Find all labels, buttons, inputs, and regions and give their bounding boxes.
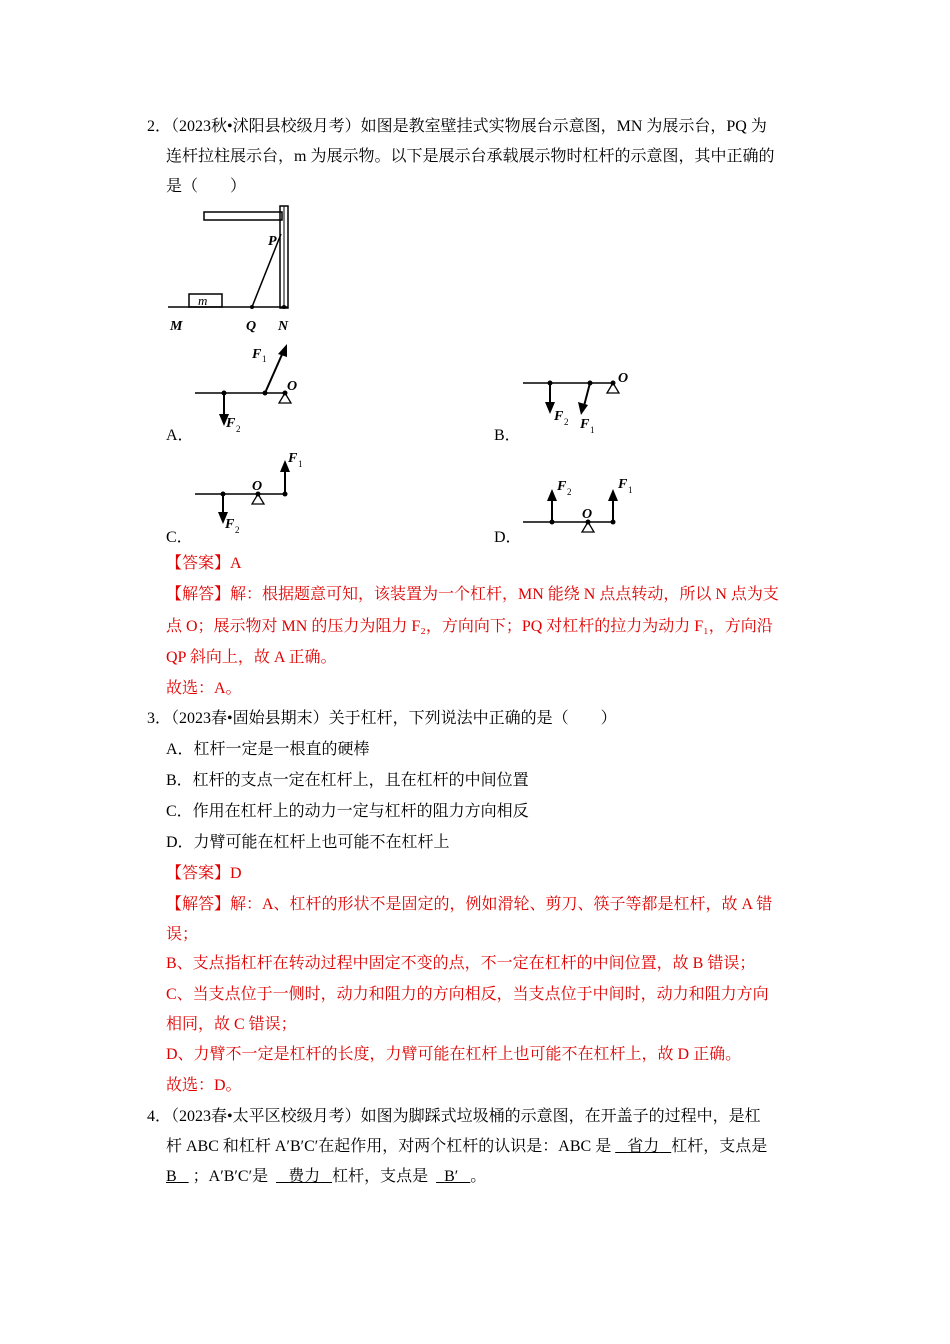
q2-display-stand-figure <box>160 200 310 340</box>
q3-analysis-line-2: 误； <box>166 926 199 943</box>
q4-blank-4 <box>436 1168 470 1185</box>
q4-line2-pre: 杆 ABC 和杠杆 A′B′C′在起作用，对两个杠杆的认识是：ABC 是 <box>166 1138 612 1155</box>
a-f2-sub: 2 <box>236 424 241 434</box>
b-f2-sub: 2 <box>564 417 569 427</box>
q2-stem-line-3: 是（ ） <box>166 178 247 195</box>
q4-line3-b: 杠杆，支点是 <box>332 1168 429 1185</box>
b-o-label: O <box>618 371 629 386</box>
q4-line3-a: ；A′B′C′是 <box>192 1168 269 1185</box>
q2-stem-line-2: 连杆拉柱展示台，m 为展示物。以下是展示台承载展示物时杠杆的示意图，其中正确的 <box>166 148 775 165</box>
option-d-label: D． <box>494 529 522 546</box>
label-P: P <box>268 234 277 249</box>
option-c-label: C． <box>166 529 193 546</box>
option-a-label: A． <box>166 427 194 444</box>
d-f1-label: F <box>618 477 628 492</box>
label-Q: Q <box>246 319 257 334</box>
b-f2-label: F <box>554 409 564 424</box>
q2-analysis-line-1: 【解答】解：根据题意可知，该装置为一个杠杆，MN 能绕 N 点点转动，所以 N 点为支 <box>166 586 779 603</box>
d-f2-label: F <box>557 479 567 494</box>
q4-stem-line-1: 4．（2023春•太平区校级月考）如图为脚踩式垃圾桶的示意图，在开盖子的过程中，是杠 <box>147 1108 761 1125</box>
q2-analysis-line-3: QP 斜向上，故 A 正确。 <box>166 649 337 666</box>
q4-blank-3 <box>276 1168 332 1185</box>
label-M: M <box>170 319 183 334</box>
q3-analysis-line-5: 相同，故 C 错误； <box>166 1016 297 1033</box>
c-f1-sub: 1 <box>298 459 303 469</box>
q2-answer: 【答案】A <box>166 555 242 572</box>
q4-line2-post: 杠杆，支点是 <box>671 1138 768 1155</box>
d-o-label: O <box>582 507 593 522</box>
c-o-label: O <box>252 479 263 494</box>
label-m: m <box>198 293 208 308</box>
q3-option-c: C．作用在杠杆上的动力一定与杠杆的阻力方向相反 <box>166 803 529 820</box>
option-b-diagram <box>518 366 648 440</box>
label-N: N <box>278 319 289 334</box>
option-c-diagram <box>190 444 320 540</box>
q3-analysis-line-6: D、力臂不一定是杠杆的长度，力臂可能在杠杆上也可能不在杠杆上，故 D 正确。 <box>166 1046 742 1063</box>
b-f1-label: F <box>580 417 590 432</box>
option-b-label: B． <box>494 427 521 444</box>
b-f1-sub: 1 <box>590 425 595 435</box>
d-f1-sub: 1 <box>628 485 633 495</box>
q4-blank-2-text: B <box>166 1168 177 1185</box>
option-d-diagram <box>518 468 648 542</box>
q2-stem-line-1: 2．（2023秋•沭阳县校级月考）如图是教室壁挂式实物展台示意图，MN 为展示台，PQ 为 <box>147 118 767 135</box>
q3-choice: 故选：D。 <box>166 1077 242 1094</box>
d-f2-sub: 2 <box>567 487 572 497</box>
q4-blank-1 <box>615 1138 671 1155</box>
q4-blank-4-text: B′ <box>444 1168 459 1185</box>
q4-blank-1-text: 省力 <box>627 1138 660 1155</box>
a-o-label: O <box>287 379 298 394</box>
c-f2-label: F <box>225 517 235 532</box>
q4-blank-2 <box>166 1168 189 1185</box>
c-f2-sub: 2 <box>235 525 240 535</box>
option-a-diagram <box>190 340 310 440</box>
q3-option-d: D．力臂可能在杠杆上也可能不在杠杆上 <box>166 834 450 851</box>
c-f1-label: F <box>288 451 298 466</box>
q3-analysis-line-1: 【解答】解：A、杠杆的形状不是固定的，例如滑轮、剪刀、筷子等都是杠杆，故 A 错 <box>166 896 773 913</box>
q3-option-a: A．杠杆一定是一根直的硬棒 <box>166 741 370 758</box>
q3-answer: 【答案】D <box>166 865 242 882</box>
a-f1-label: F <box>252 347 262 362</box>
q4-stem-line-2 <box>166 1137 767 1157</box>
q2-choice: 故选：A。 <box>166 680 242 697</box>
q4-blank-3-text: 费力 <box>288 1168 321 1185</box>
q3-analysis-line-4: C、当支点位于一侧时，动力和阻力的方向相反，当支点位于中间时，动力和阻力方向 <box>166 986 769 1003</box>
q3-stem: 3．（2023春•固始县期末）关于杠杆，下列说法中正确的是（ ） <box>147 710 617 727</box>
q3-analysis-line-3: B、支点指杠杆在转动过程中固定不变的点，不一定在杠杆的中间位置，故 B 错误； <box>166 955 756 972</box>
a-f2-label: F <box>226 416 236 431</box>
q4-line3-end: 。 <box>470 1168 487 1185</box>
q3-option-b: B．杠杆的支点一定在杠杆上，且在杠杆的中间位置 <box>166 772 529 789</box>
q4-stem-line-3 <box>166 1167 486 1187</box>
a-f1-sub: 1 <box>262 354 267 364</box>
q2-analysis-line-2: 点 O；展示物对 MN 的压力为阻力 F₂，方向向下；PQ 对杠杆的拉力为动力 F₁，方向沿 <box>166 618 773 635</box>
